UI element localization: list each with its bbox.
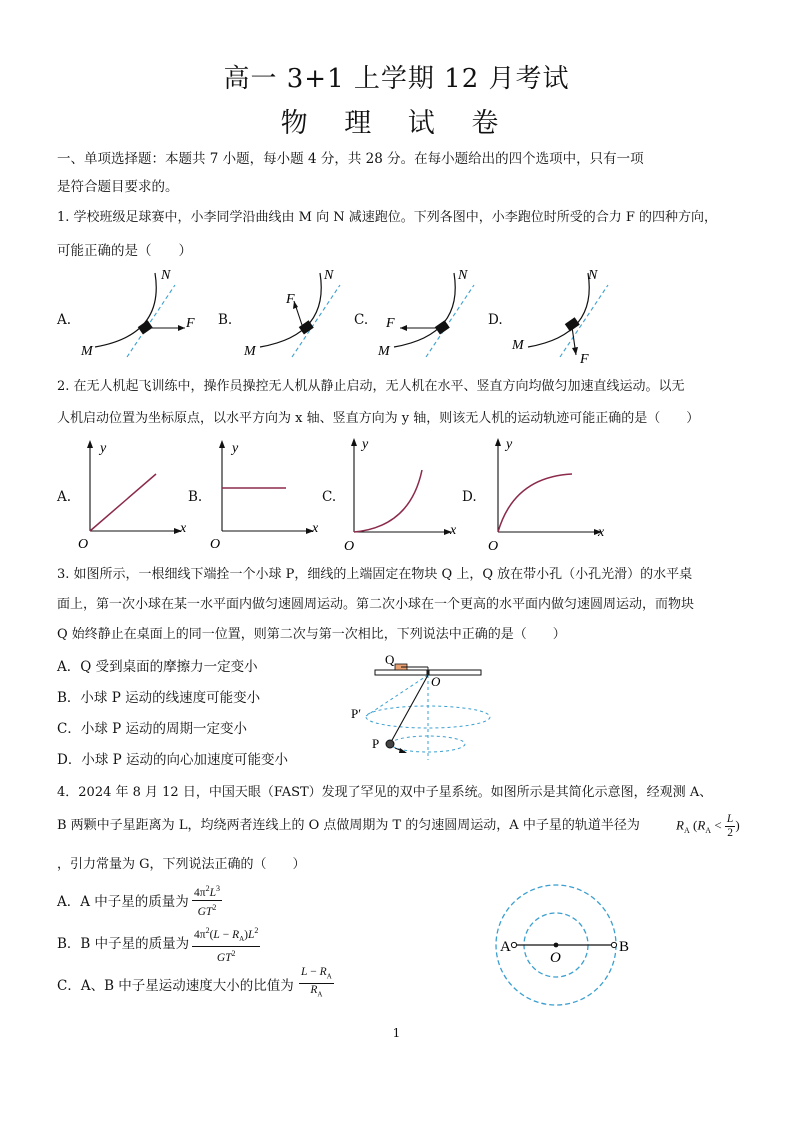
svg-text:O: O xyxy=(488,539,499,552)
q4-radius-formula: $R_A$ ($R_A$ < $\frac{L}{2}$ ) xyxy=(676,813,740,839)
q4-option-c-formula: $\frac{L - R_A}{R_A}$ xyxy=(301,966,332,999)
q3-line2: 面上，第一次小球在某一水平面内做匀速圆周运动。第二次小球在一个更高的水平面内做匀速圆周运动，而物块 xyxy=(57,597,695,612)
q1-figure-a xyxy=(75,265,215,363)
label-f: F xyxy=(186,316,195,331)
svg-text:F: F xyxy=(580,352,589,367)
q1-option-c: C. xyxy=(354,312,369,328)
svg-text:B: B xyxy=(619,939,630,955)
svg-text:A: A xyxy=(500,939,511,955)
q2-line1: 2. 在无人机起飞训练中，操作员操控无人机从静止启动，无人机在水平、竖直方向均做匀加速直线运动。以无 xyxy=(57,379,685,394)
svg-text:y: y xyxy=(100,441,107,456)
q1-option-a: A. xyxy=(57,312,72,328)
label-n: N xyxy=(161,268,171,283)
q4-line2: B 两颗中子星距离为 L，均绕两者连线上的 O 点做周期为 T 的匀速圆周运动，A 中子星的轨道半径为 xyxy=(57,818,640,833)
svg-text:N: N xyxy=(588,268,598,283)
q4-option-a: A．A 中子星的质量为 xyxy=(57,894,189,910)
svg-text:y: y xyxy=(362,437,369,452)
ball-p xyxy=(386,740,394,748)
svg-text:O: O xyxy=(210,537,221,551)
svg-text:F: F xyxy=(386,316,395,331)
subject-title: 物 理 试 卷 xyxy=(280,108,513,139)
q4-line1: 4．2024 年 8 月 12 日，中国天眼（FAST）发现了罕见的双中子星系统。如图所示是其简化示意图，经观测 A、 xyxy=(57,785,713,800)
label-m: M xyxy=(81,344,93,359)
q1-figure-b xyxy=(240,265,360,363)
svg-text:y: y xyxy=(506,437,513,452)
q3-line3: Q 始终静止在桌面上的同一位置，则第二次与第一次相比，下列说法中正确的是（ ） xyxy=(57,627,566,642)
svg-text:M: M xyxy=(512,338,524,353)
q1-option-d: D. xyxy=(488,312,503,328)
q4-option-b: B．B 中子星的质量为 xyxy=(57,936,190,952)
svg-text:M: M xyxy=(244,344,256,359)
q2-graph-b xyxy=(206,436,326,551)
q2-graph-d xyxy=(484,432,609,552)
svg-text:Q: Q xyxy=(385,652,395,667)
svg-text:x: x xyxy=(598,525,605,540)
q1-line1: 1. 学校班级足球赛中，小李同学沿曲线由 M 向 N 减速跑位。下列各图中，小李跑位时所受的合力 F 的四种方向， xyxy=(57,210,718,225)
q3-option-d: D．小球 P 运动的向心加速度可能变小 xyxy=(57,752,288,768)
svg-text:O: O xyxy=(550,950,561,966)
svg-text:x: x xyxy=(312,521,319,536)
svg-text:P: P xyxy=(372,736,380,751)
q2-graph-c xyxy=(340,432,465,552)
q4-figure xyxy=(490,880,630,1010)
q3-figure xyxy=(345,650,495,765)
svg-text:F: F xyxy=(286,292,295,307)
svg-text:P′: P′ xyxy=(351,706,362,721)
q3-option-b: B．小球 P 运动的线速度可能变小 xyxy=(57,690,261,706)
q4-line3: ，引力常量为 G，下列说法正确的（ ） xyxy=(57,857,306,872)
q3-option-c: C．小球 P 运动的周期一定变小 xyxy=(57,721,247,737)
q4-option-a-formula: $\frac{4\pi^2L^3}{GT^2}$ xyxy=(194,884,220,918)
svg-text:y: y xyxy=(232,441,239,456)
q2-option-a: A. xyxy=(57,489,72,505)
q1-line2: 可能正确的是（ ） xyxy=(57,243,192,259)
section-heading-line1: 一、单项选择题：本题共 7 小题，每小题 4 分，共 28 分。在每小题给出的四个选项中，只有一项 xyxy=(57,151,644,167)
page-number: 1 xyxy=(392,1026,401,1040)
svg-text:O: O xyxy=(78,537,89,551)
q2-option-b: B. xyxy=(188,489,203,505)
q4-option-c: C．A、B 中子星运动速度大小的比值为 xyxy=(57,978,294,994)
q1-figure-d xyxy=(508,265,628,370)
q1-figure-c xyxy=(374,265,494,363)
q2-line2: 人机启动位置为坐标原点，以水平方向为 x 轴、竖直方向为 y 轴，则该无人机的运动轨迹可能正确的是（ ） xyxy=(57,411,700,426)
svg-text:N: N xyxy=(324,268,334,283)
svg-text:O: O xyxy=(344,539,355,552)
q4-option-b-formula: $\frac{4\pi^2(L - R_A)L^2}{GT^2}$ xyxy=(194,926,259,964)
svg-text:x: x xyxy=(180,521,187,536)
svg-text:N: N xyxy=(458,268,468,283)
q3-line1: 3. 如图所示，一根细线下端拴一个小球 P，细线的上端固定在物块 Q 上，Q 放在带小孔（小孔光滑）的水平桌 xyxy=(57,567,693,582)
svg-text:M: M xyxy=(378,344,390,359)
exam-title: 高一 3+1 上学期 12 月考试 xyxy=(223,64,570,94)
section-heading-line2: 是符合题目要求的。 xyxy=(57,179,179,195)
q1-option-b: B. xyxy=(218,312,233,328)
svg-text:O: O xyxy=(431,674,441,689)
q2-option-d: D. xyxy=(462,489,477,505)
svg-text:x: x xyxy=(450,523,457,538)
q2-option-c: C. xyxy=(322,489,337,505)
q2-graph-a xyxy=(74,436,194,551)
q3-option-a: A．Q 受到桌面的摩擦力一定变小 xyxy=(57,659,258,675)
